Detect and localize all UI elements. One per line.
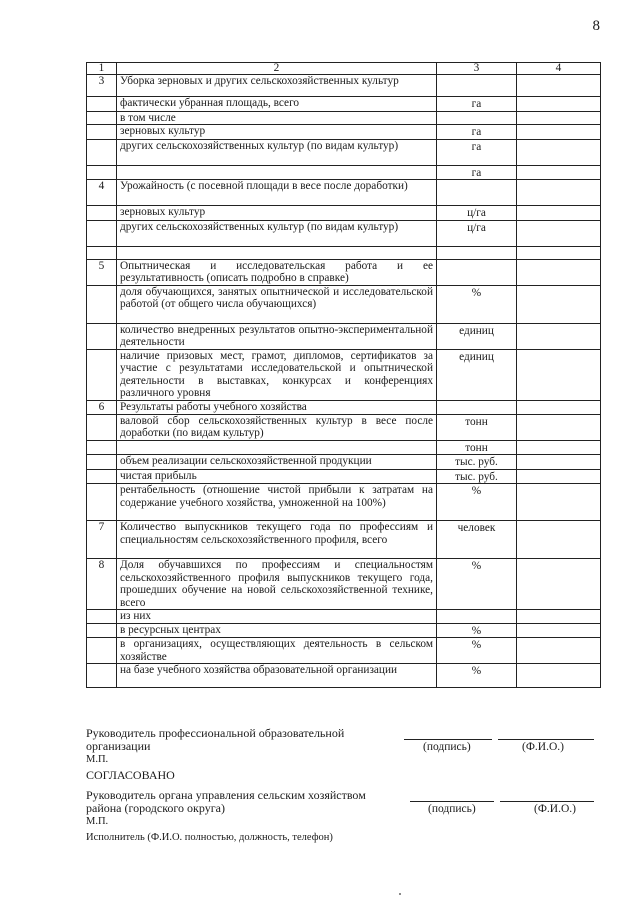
table-row xyxy=(87,139,601,165)
row-value xyxy=(517,664,601,688)
row-number xyxy=(87,469,117,484)
signature-line xyxy=(404,739,492,740)
table-row xyxy=(87,610,601,624)
row-unit xyxy=(437,111,517,125)
row-number xyxy=(87,206,117,221)
row-indicator: Количество выпускников текущего года по профессиям и специальностям сельскохозяйственного профиля, всего xyxy=(117,521,437,559)
row-unit: % xyxy=(437,484,517,521)
row-unit: га xyxy=(437,97,517,112)
row-value xyxy=(517,259,601,285)
row-indicator: зерновых культур xyxy=(117,125,437,140)
table-row xyxy=(87,259,601,285)
row-value xyxy=(517,623,601,638)
table-row xyxy=(87,414,601,440)
table-row xyxy=(87,323,601,349)
table-row xyxy=(87,246,601,259)
row-value xyxy=(517,75,601,97)
row-unit: га xyxy=(437,125,517,140)
row-value xyxy=(517,349,601,400)
row-indicator: доля обучающихся, занятых опытнической и исследовательской работой (от общего числа обучающихся) xyxy=(117,285,437,323)
row-indicator: других сельскохозяйственных культур (по видам культур) xyxy=(117,220,437,246)
row-unit: тонн xyxy=(437,440,517,455)
row-indicator: из них xyxy=(117,610,437,624)
row-unit: человек xyxy=(437,521,517,559)
row-number: 5 xyxy=(87,259,117,285)
row-value xyxy=(517,220,601,246)
table-row xyxy=(87,180,601,206)
row-number xyxy=(87,414,117,440)
row-number xyxy=(87,165,117,180)
row-indicator: рентабельность (отношение чистой прибыли к затратам на содержание учебного хозяйства, умноженной на 100%) xyxy=(117,484,437,521)
name-caption: (Ф.И.О.) xyxy=(534,803,576,815)
signature-block-head xyxy=(86,727,386,766)
row-number xyxy=(87,285,117,323)
row-number xyxy=(87,484,117,521)
signature-line xyxy=(410,801,494,802)
row-unit: га xyxy=(437,165,517,180)
stamp-place: М.П. xyxy=(86,754,109,765)
row-indicator: на базе учебного хозяйства образовательной организации xyxy=(117,664,437,688)
row-indicator: в ресурсных центрах xyxy=(117,623,437,638)
row-number: 6 xyxy=(87,400,117,414)
row-value xyxy=(517,285,601,323)
table-row xyxy=(87,559,601,610)
row-value xyxy=(517,323,601,349)
row-unit: % xyxy=(437,664,517,688)
row-number xyxy=(87,623,117,638)
row-value xyxy=(517,246,601,259)
row-indicator: в организациях, осуществляющих деятельность в сельском хозяйстве xyxy=(117,638,437,664)
column-header: 1 xyxy=(87,63,117,75)
table-row xyxy=(87,125,601,140)
row-indicator: Урожайность (с посевной площади в весе после доработки) xyxy=(117,180,437,206)
row-indicator xyxy=(117,246,437,259)
row-unit xyxy=(437,180,517,206)
row-value xyxy=(517,521,601,559)
row-number xyxy=(87,664,117,688)
row-number xyxy=(87,111,117,125)
column-header: 2 xyxy=(117,63,437,75)
row-number: 3 xyxy=(87,75,117,97)
row-number: 7 xyxy=(87,521,117,559)
table-row xyxy=(87,206,601,221)
column-header: 4 xyxy=(517,63,601,75)
row-unit xyxy=(437,75,517,97)
name-caption: (Ф.И.О.) xyxy=(522,741,564,753)
row-unit: ц/га xyxy=(437,220,517,246)
row-value xyxy=(517,165,601,180)
row-value xyxy=(517,638,601,664)
agreed-heading: СОГЛАСОВАНО xyxy=(86,768,175,782)
table-header-row xyxy=(87,63,601,75)
row-value xyxy=(517,414,601,440)
row-number xyxy=(87,246,117,259)
row-unit xyxy=(437,610,517,624)
signature-caption: (подпись) xyxy=(423,741,471,753)
row-value xyxy=(517,484,601,521)
row-value xyxy=(517,111,601,125)
executor-note: Исполнитель (Ф.И.О. полностью, должность, телефон) xyxy=(86,832,333,843)
row-indicator: Доля обучавшихся по профессиям и специальностям сельскохозяйственного профиля выпускников текущего года, прошедших обучение на новой сельскохозяйственной технике, всего xyxy=(117,559,437,610)
row-number xyxy=(87,97,117,112)
name-line xyxy=(500,801,594,802)
row-indicator: других сельскохозяйственных культур (по видам культур) xyxy=(117,139,437,165)
column-header: 3 xyxy=(437,63,517,75)
row-unit xyxy=(437,259,517,285)
row-indicator: фактически убранная площадь, всего xyxy=(117,97,437,112)
row-indicator: в том числе xyxy=(117,111,437,125)
row-indicator: чистая прибыль xyxy=(117,469,437,484)
row-unit: % xyxy=(437,623,517,638)
row-unit: % xyxy=(437,285,517,323)
name-line xyxy=(498,739,594,740)
report-table xyxy=(86,62,601,688)
row-unit: тыс. руб. xyxy=(437,455,517,470)
table-row xyxy=(87,484,601,521)
row-number xyxy=(87,349,117,400)
signature-caption: (подпись) xyxy=(428,803,476,815)
table-row xyxy=(87,285,601,323)
table-row xyxy=(87,440,601,455)
row-indicator: Уборка зерновых и других сельскохозяйственных культур xyxy=(117,75,437,97)
row-unit: ц/га xyxy=(437,206,517,221)
row-value xyxy=(517,610,601,624)
table-row xyxy=(87,664,601,688)
row-indicator: наличие призовых мест, грамот, дипломов, сертификатов за участие с результатами исследовательской и опытнической деятельности в выставках, конкурсах и конференциях различного уровня xyxy=(117,349,437,400)
row-number: 4 xyxy=(87,180,117,206)
row-indicator: Опытническая и исследовательская работа и ее результативность (описать подробно в справке) xyxy=(117,259,437,285)
row-value xyxy=(517,400,601,414)
row-number: 8 xyxy=(87,559,117,610)
row-value xyxy=(517,469,601,484)
row-value xyxy=(517,559,601,610)
row-value xyxy=(517,206,601,221)
page-number: 8 xyxy=(592,18,600,34)
row-indicator: зерновых культур xyxy=(117,206,437,221)
table-row xyxy=(87,97,601,112)
table-row xyxy=(87,400,601,414)
row-indicator: объем реализации сельскохозяйственной продукции xyxy=(117,455,437,470)
signature-block-agriculture xyxy=(86,789,396,828)
row-unit: единиц xyxy=(437,323,517,349)
row-number xyxy=(87,455,117,470)
row-value xyxy=(517,440,601,455)
table-row xyxy=(87,455,601,470)
table-row xyxy=(87,521,601,559)
row-unit xyxy=(437,400,517,414)
row-indicator: количество внедренных результатов опытно-экспериментальной деятельности xyxy=(117,323,437,349)
scan-speck xyxy=(399,893,401,895)
row-number xyxy=(87,139,117,165)
signature-title: Руководитель органа управления сельским хозяйством района (городского округа) xyxy=(86,788,366,815)
row-number xyxy=(87,323,117,349)
table-row xyxy=(87,75,601,97)
row-value xyxy=(517,125,601,140)
row-indicator: валовой сбор сельскохозяйственных культур в весе после доработки (по видам культур) xyxy=(117,414,437,440)
row-value xyxy=(517,139,601,165)
row-unit: единиц xyxy=(437,349,517,400)
row-number xyxy=(87,638,117,664)
table-row xyxy=(87,623,601,638)
table-row xyxy=(87,638,601,664)
stamp-place: М.П. xyxy=(86,816,109,827)
table-row xyxy=(87,165,601,180)
row-unit: тыс. руб. xyxy=(437,469,517,484)
row-unit: % xyxy=(437,638,517,664)
table-row xyxy=(87,111,601,125)
table-row xyxy=(87,349,601,400)
row-unit: га xyxy=(437,139,517,165)
row-indicator: Результаты работы учебного хозяйства xyxy=(117,400,437,414)
row-indicator xyxy=(117,440,437,455)
row-number xyxy=(87,440,117,455)
table-row xyxy=(87,469,601,484)
signature-title: Руководитель профессиональной образовательной организации xyxy=(86,726,345,753)
row-number xyxy=(87,610,117,624)
row-unit: % xyxy=(437,559,517,610)
table-row xyxy=(87,220,601,246)
row-number xyxy=(87,220,117,246)
row-indicator xyxy=(117,165,437,180)
row-value xyxy=(517,180,601,206)
row-unit xyxy=(437,246,517,259)
row-number xyxy=(87,125,117,140)
row-value xyxy=(517,455,601,470)
row-value xyxy=(517,97,601,112)
row-unit: тонн xyxy=(437,414,517,440)
